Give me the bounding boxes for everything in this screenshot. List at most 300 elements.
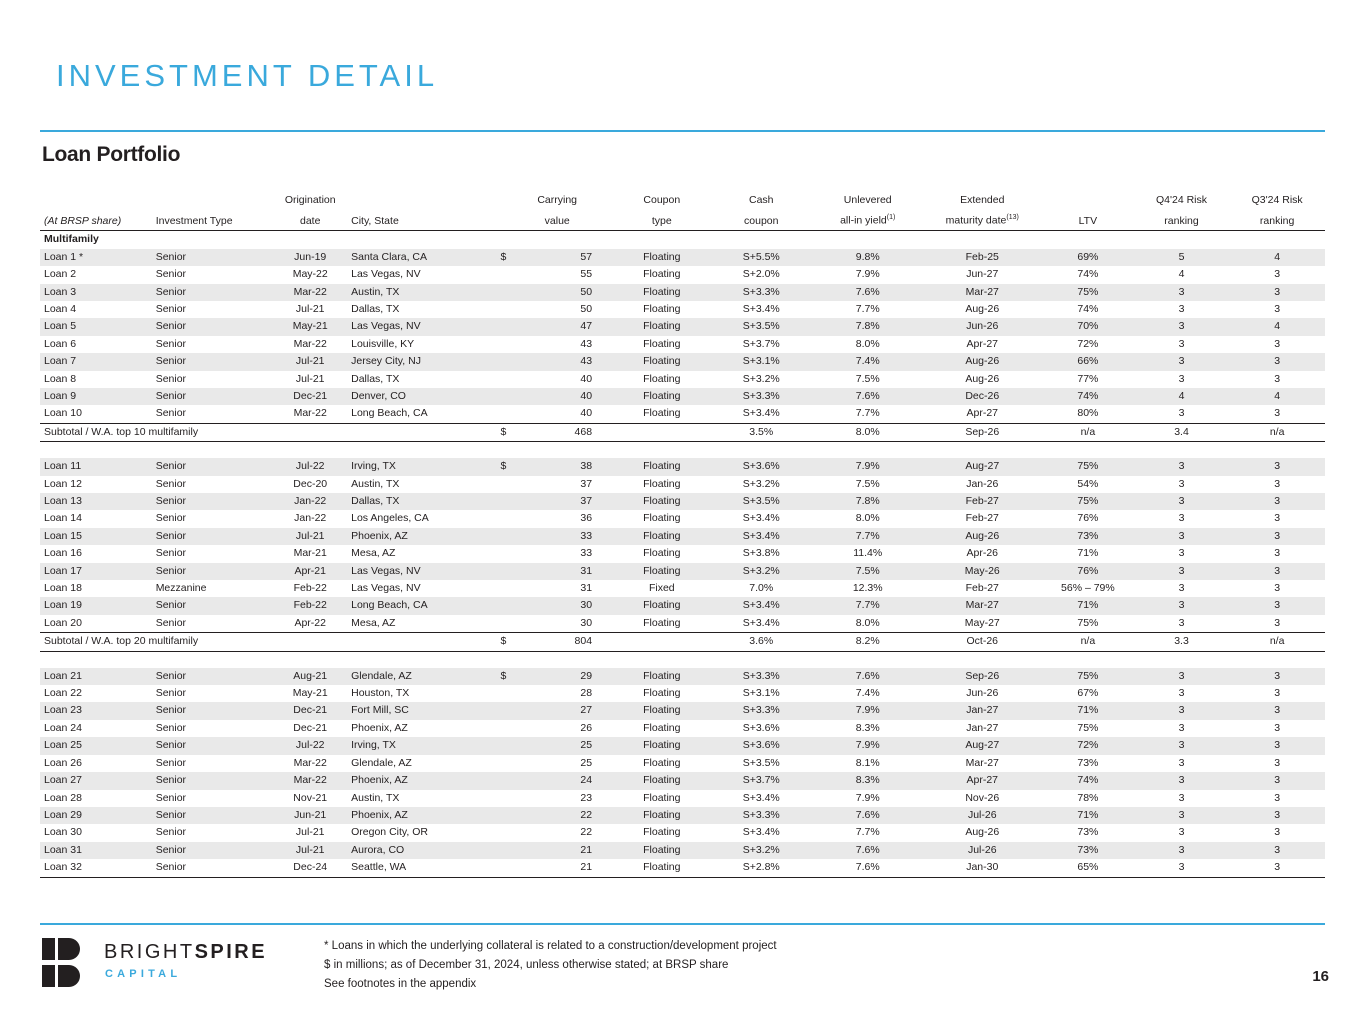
- cell-coupon-type: Floating: [614, 284, 709, 301]
- table-row: [40, 405, 1325, 423]
- table-row: [40, 301, 1325, 318]
- cell-cash-coupon: S+2.0%: [742, 268, 780, 281]
- header-blank-6: [500, 209, 522, 230]
- cell-ltv: 66%: [1042, 353, 1134, 370]
- cell-cash-coupon: S+3.2%: [742, 372, 780, 385]
- cell-q3-risk: 4: [1229, 388, 1325, 405]
- footnote-2: $ in millions; as of December 31, 2024, unless otherwise stated; at BRSP share: [324, 959, 729, 971]
- cell-unlevered-yield: 7.5%: [855, 372, 880, 385]
- cell-coupon-type: Floating: [643, 616, 681, 629]
- cell-unlevered-yield: 7.9%: [855, 268, 880, 281]
- cell-q4-risk: 4: [1178, 268, 1185, 281]
- header-all-in-yield: [813, 209, 923, 230]
- cell-investment-type: Mezzanine: [155, 582, 207, 595]
- cell-q3-risk: 4: [1229, 249, 1325, 266]
- table-row: [40, 336, 1325, 353]
- cell-unlevered-yield: 8.0%: [855, 512, 880, 525]
- cell-extended-maturity: Sep-26: [922, 668, 1042, 685]
- cell-currency: [500, 353, 522, 370]
- table-row: [40, 545, 1325, 562]
- cell-origination-date: Nov-21: [293, 791, 328, 804]
- page-number: 16: [1312, 968, 1329, 985]
- cell-currency: [500, 301, 522, 318]
- cell-q3-risk: 3: [1229, 737, 1325, 754]
- table-row: [40, 388, 1325, 405]
- cell-carrying-value: 47: [522, 318, 614, 335]
- cell-unlevered-yield: 7.7%: [813, 528, 923, 545]
- header-q4-risk: Q4'24 Risk: [1155, 194, 1208, 206]
- cell-subtotal-currency: $: [500, 423, 522, 441]
- cell-q4-risk: 3: [1178, 477, 1185, 490]
- cell-loan-name: Loan 7: [40, 353, 156, 370]
- cell-unlevered-yield: 8.3%: [855, 721, 880, 734]
- cell-coupon-type: Floating: [643, 372, 681, 385]
- cell-currency: [500, 807, 522, 824]
- cell-q4-risk: 3: [1178, 721, 1185, 734]
- cell-ltv: 78%: [1077, 791, 1099, 804]
- cell-subtotal-q3: n/a: [1229, 633, 1325, 651]
- cell-q4-risk: 3: [1134, 859, 1230, 877]
- cell-coupon-type: Floating: [643, 512, 681, 525]
- cell-unlevered-yield: 7.9%: [813, 737, 923, 754]
- table-row: [40, 371, 1325, 388]
- cell-q4-risk: 3: [1178, 756, 1185, 769]
- cell-origination-date: Jan-22: [294, 512, 327, 525]
- cell-extended-maturity: Aug-27: [922, 458, 1042, 475]
- header-divider: [40, 130, 1325, 132]
- spacer-cell: [40, 651, 1325, 668]
- cell-loan-name: Loan 14: [44, 512, 82, 525]
- cell-extended-maturity: Apr-27: [966, 337, 999, 350]
- cell-coupon-type: Floating: [643, 687, 681, 700]
- header-date: date: [275, 209, 345, 230]
- cell-cash-coupon: S+3.4%: [742, 616, 780, 629]
- cell-q3-risk: 3: [1274, 582, 1281, 595]
- cell-unlevered-yield: 7.9%: [855, 791, 880, 804]
- cell-q4-risk: 3: [1134, 702, 1230, 719]
- cell-investment-type: Senior: [155, 756, 187, 769]
- cell-extended-maturity: May-26: [922, 563, 1042, 580]
- cell-unlevered-yield: 8.0%: [855, 337, 880, 350]
- cell-currency: [500, 859, 522, 877]
- cell-investment-type: Senior: [155, 268, 187, 281]
- cell-origination-date: Dec-21: [275, 388, 345, 405]
- table-row: [40, 510, 1325, 527]
- cell-loan-name: Loan 20: [44, 616, 82, 629]
- cell-coupon-type: Floating: [614, 353, 709, 370]
- cell-loan-name: Loan 19: [40, 597, 156, 614]
- table-group-row: [40, 231, 1325, 249]
- cell-ltv: 80%: [1077, 407, 1099, 420]
- cell-unlevered-yield: 7.8%: [813, 318, 923, 335]
- cell-currency: [500, 318, 522, 335]
- cell-extended-maturity: Jan-30: [922, 859, 1042, 877]
- cell-origination-date: Mar-22: [275, 772, 345, 789]
- cell-q4-risk: 3: [1134, 284, 1230, 301]
- cell-extended-maturity: Nov-26: [965, 791, 1000, 804]
- cell-currency: [500, 528, 522, 545]
- cell-city-state: Glendale, AZ: [345, 668, 500, 685]
- cell-carrying-value: 30: [522, 597, 614, 614]
- cell-ltv: 71%: [1077, 547, 1099, 560]
- cell-unlevered-yield: 7.6%: [813, 388, 923, 405]
- table-row: [40, 615, 1325, 633]
- cell-q3-risk: 3: [1229, 807, 1325, 824]
- cell-carrying-value: 50: [580, 302, 593, 315]
- cell-cash-coupon: S+3.8%: [742, 547, 780, 560]
- cell-investment-type: Senior: [155, 407, 187, 420]
- cell-extended-maturity: Aug-26: [922, 528, 1042, 545]
- cell-ltv: 72%: [1042, 737, 1134, 754]
- table-row: [40, 859, 1325, 877]
- cell-unlevered-yield: 7.6%: [813, 859, 923, 877]
- cell-cash-coupon: S+3.7%: [742, 337, 780, 350]
- cell-q3-risk: 3: [1229, 772, 1325, 789]
- cell-carrying-value: 23: [580, 791, 593, 804]
- cell-subtotal-cash-coupon: 3.5%: [710, 423, 813, 441]
- cell-origination-date: Mar-22: [293, 337, 327, 350]
- cell-carrying-value: 55: [580, 268, 593, 281]
- cell-investment-type: Senior: [156, 458, 276, 475]
- cell-extended-maturity: Aug-26: [965, 826, 1000, 839]
- table-row: [40, 737, 1325, 754]
- table-header-bottom: [40, 209, 1325, 230]
- cell-origination-date: Dec-21: [293, 721, 328, 734]
- cell-carrying-value: 21: [522, 859, 614, 877]
- cell-ltv: 74%: [1042, 388, 1134, 405]
- cell-loan-name: Loan 5: [40, 318, 156, 335]
- logo-mark-icon: [42, 938, 94, 988]
- cell-unlevered-yield: 7.9%: [813, 702, 923, 719]
- section-subtitle: Loan Portfolio: [42, 143, 181, 166]
- table-row: [40, 772, 1325, 789]
- cell-currency: [500, 580, 522, 597]
- cell-origination-date: Feb-22: [293, 582, 327, 595]
- cell-city-state: Houston, TX: [351, 687, 410, 700]
- cell-origination-date: Jan-22: [275, 493, 345, 510]
- cell-coupon-type: Floating: [614, 597, 709, 614]
- cell-cash-coupon: S+3.4%: [742, 826, 780, 839]
- header-coupon-cash: coupon: [710, 209, 813, 230]
- cell-city-state: Austin, TX: [351, 477, 400, 490]
- cell-cash-coupon: S+3.5%: [710, 318, 813, 335]
- cell-ltv: 74%: [1077, 302, 1099, 315]
- cell-q4-risk: 3: [1134, 597, 1230, 614]
- cell-ltv: 74%: [1042, 772, 1134, 789]
- header-origination: Origination: [284, 194, 336, 206]
- header-ltv: LTV: [1042, 209, 1134, 230]
- cell-cash-coupon: S+3.4%: [742, 791, 780, 804]
- table-row: [40, 476, 1325, 493]
- cell-cash-coupon: S+3.3%: [710, 284, 813, 301]
- cell-ltv: 69%: [1042, 249, 1134, 266]
- header-blank-5: [1042, 192, 1134, 209]
- cell-origination-date: May-21: [275, 318, 345, 335]
- cell-q4-risk: 3: [1134, 493, 1230, 510]
- cell-city-state: Las Vegas, NV: [351, 582, 421, 595]
- cell-q4-risk: 3: [1134, 528, 1230, 545]
- cell-q3-risk: 3: [1274, 372, 1281, 385]
- cell-unlevered-yield: 7.6%: [813, 284, 923, 301]
- cell-ltv: 73%: [1077, 826, 1099, 839]
- table-row: [40, 668, 1325, 685]
- cell-cash-coupon: S+3.3%: [710, 702, 813, 719]
- cell-origination-date: Aug-21: [275, 668, 345, 685]
- cell-city-state: Irving, TX: [345, 737, 500, 754]
- cell-subtotal-maturity: Oct-26: [922, 633, 1042, 651]
- cell-city-state: Austin, TX: [351, 791, 400, 804]
- cell-q3-risk: 3: [1274, 302, 1281, 315]
- cell-q4-risk: 3: [1178, 826, 1185, 839]
- cell-origination-date: Mar-21: [293, 547, 327, 560]
- cell-extended-maturity: Mar-27: [922, 284, 1042, 301]
- cell-subtotal-yield: 8.0%: [813, 423, 923, 441]
- header-at-share: (At BRSP share): [40, 209, 156, 230]
- cell-origination-date: Jun-21: [275, 807, 345, 824]
- cell-origination-date: Jul-21: [295, 372, 325, 385]
- cell-coupon-type: Floating: [614, 772, 709, 789]
- cell-subtotal-ltv: n/a: [1042, 423, 1134, 441]
- cell-city-state: Dallas, TX: [351, 372, 400, 385]
- cell-investment-type: Senior: [156, 318, 276, 335]
- cell-investment-type: Senior: [155, 477, 187, 490]
- cell-carrying-value: 40: [522, 388, 614, 405]
- cell-ltv: 73%: [1042, 528, 1134, 545]
- header-extended: Extended: [960, 194, 1005, 206]
- cell-ltv: 75%: [1042, 284, 1134, 301]
- cell-origination-date: May-22: [292, 268, 328, 281]
- cell-currency: [500, 597, 522, 614]
- cell-subtotal-coupon-type: [614, 633, 709, 651]
- cell-subtotal-yield: 8.2%: [813, 633, 923, 651]
- cell-loan-name: Loan 8: [44, 372, 77, 385]
- cell-q3-risk: 4: [1229, 318, 1325, 335]
- cell-q4-risk: 3: [1134, 772, 1230, 789]
- table-row: [40, 458, 1325, 475]
- cell-city-state: Phoenix, AZ: [345, 772, 500, 789]
- cell-q3-risk: 3: [1274, 268, 1281, 281]
- table-row: [40, 755, 1325, 772]
- cell-carrying-value: 50: [522, 284, 614, 301]
- cell-currency: [500, 284, 522, 301]
- cell-coupon-type: Floating: [643, 547, 681, 560]
- cell-extended-maturity: Mar-27: [922, 597, 1042, 614]
- cell-currency: [500, 755, 522, 772]
- cell-cash-coupon: S+3.3%: [710, 388, 813, 405]
- cell-ltv: 65%: [1042, 859, 1134, 877]
- cell-unlevered-yield: 11.4%: [853, 547, 883, 560]
- cell-investment-type: Senior: [156, 284, 276, 301]
- cell-loan-name: Loan 22: [44, 687, 82, 700]
- cell-ltv: 54%: [1077, 477, 1099, 490]
- cell-city-state: Louisville, KY: [351, 337, 415, 350]
- cell-coupon-type: Floating: [614, 388, 709, 405]
- cell-ltv: 75%: [1042, 668, 1134, 685]
- cell-cash-coupon: 7.0%: [749, 582, 774, 595]
- cell-q3-risk: 3: [1229, 702, 1325, 719]
- cell-loan-name: Loan 2: [44, 268, 77, 281]
- cell-q4-risk: 3: [1178, 372, 1185, 385]
- table-header-top: [40, 192, 1325, 209]
- cell-cash-coupon: S+3.6%: [710, 458, 813, 475]
- cell-unlevered-yield: 7.6%: [813, 807, 923, 824]
- cell-q3-risk: 3: [1274, 687, 1281, 700]
- cell-q4-risk: 3: [1178, 616, 1185, 629]
- cell-currency: $: [500, 458, 522, 475]
- cell-ltv: 71%: [1042, 597, 1134, 614]
- cell-ltv: 73%: [1042, 842, 1134, 859]
- cell-coupon-type: Floating: [643, 721, 681, 734]
- cell-investment-type: Senior: [155, 616, 187, 629]
- cell-q4-risk: 3: [1178, 791, 1185, 804]
- cell-investment-type: Senior: [155, 547, 187, 560]
- cell-origination-date: Jul-22: [275, 458, 345, 475]
- cell-ltv: 76%: [1077, 512, 1099, 525]
- table-row: [40, 318, 1325, 335]
- cell-q4-risk: 3: [1178, 512, 1185, 525]
- cell-cash-coupon: S+5.5%: [710, 249, 813, 266]
- cell-investment-type: Senior: [156, 842, 276, 859]
- cell-unlevered-yield: 7.7%: [855, 826, 880, 839]
- cell-q3-risk: 3: [1229, 284, 1325, 301]
- footnotes: [324, 937, 777, 994]
- cell-q3-risk: 3: [1274, 407, 1281, 420]
- cell-q3-risk: 3: [1229, 597, 1325, 614]
- table-row: [40, 563, 1325, 580]
- cell-coupon-type: Floating: [643, 268, 681, 281]
- cell-q3-risk: 3: [1274, 512, 1281, 525]
- cell-currency: [500, 824, 522, 841]
- cell-loan-name: Loan 13: [40, 493, 156, 510]
- cell-cash-coupon: S+3.2%: [742, 477, 780, 490]
- cell-cash-coupon: S+3.4%: [710, 528, 813, 545]
- table-row: [40, 580, 1325, 597]
- header-blank-3: [345, 192, 500, 209]
- cell-carrying-value: 40: [580, 372, 593, 385]
- cell-subtotal-currency: $: [500, 633, 522, 651]
- table-row: [40, 824, 1325, 841]
- cell-ltv: 75%: [1042, 458, 1134, 475]
- cell-unlevered-yield: 7.7%: [855, 407, 880, 420]
- header-value: value: [522, 209, 614, 230]
- cell-carrying-value: 31: [522, 563, 614, 580]
- cell-city-state: Phoenix, AZ: [345, 528, 500, 545]
- cell-unlevered-yield: 7.7%: [813, 597, 923, 614]
- cell-carrying-value: 21: [522, 842, 614, 859]
- page-title: INVESTMENT DETAIL: [56, 58, 439, 93]
- cell-loan-name: Loan 32: [40, 859, 156, 877]
- cell-extended-maturity: Jun-26: [966, 687, 999, 700]
- cell-subtotal-value: 804: [522, 633, 614, 651]
- cell-cash-coupon: S+3.2%: [710, 563, 813, 580]
- cell-ltv: 76%: [1042, 563, 1134, 580]
- logo-capital: CAPITAL: [105, 968, 182, 980]
- cell-city-state: Dallas, TX: [351, 302, 400, 315]
- cell-city-state: Mesa, AZ: [351, 547, 396, 560]
- cell-coupon-type: Floating: [643, 791, 681, 804]
- cell-coupon-type: Floating: [643, 826, 681, 839]
- cell-investment-type: Senior: [156, 807, 276, 824]
- cell-extended-maturity: Dec-26: [922, 388, 1042, 405]
- cell-extended-maturity: Feb-25: [922, 249, 1042, 266]
- cell-origination-date: Apr-21: [275, 563, 345, 580]
- table-subtotal-row: [40, 633, 1325, 651]
- cell-carrying-value: 26: [580, 721, 593, 734]
- cell-carrying-value: 24: [522, 772, 614, 789]
- cell-cash-coupon: S+3.4%: [742, 512, 780, 525]
- cell-ltv: 73%: [1077, 756, 1099, 769]
- cell-loan-name: Loan 9: [40, 388, 156, 405]
- cell-currency: [500, 405, 522, 423]
- cell-unlevered-yield: 7.6%: [813, 668, 923, 685]
- cell-cash-coupon: S+3.3%: [710, 807, 813, 824]
- cell-cash-coupon: S+3.4%: [742, 302, 780, 315]
- cell-investment-type: Senior: [156, 737, 276, 754]
- cell-currency: [500, 702, 522, 719]
- cell-carrying-value: 33: [580, 547, 593, 560]
- cell-carrying-value: 37: [522, 493, 614, 510]
- cell-q3-risk: 3: [1274, 756, 1281, 769]
- cell-extended-maturity: Feb-27: [965, 582, 999, 595]
- cell-subtotal-label: Subtotal / W.A. top 20 multifamily: [40, 633, 500, 651]
- cell-investment-type: Senior: [155, 302, 187, 315]
- cell-city-state: Mesa, AZ: [351, 616, 396, 629]
- cell-loan-name: Loan 23: [40, 702, 156, 719]
- cell-investment-type: Senior: [156, 597, 276, 614]
- cell-loan-name: Loan 10: [44, 407, 82, 420]
- header-all-in-yield-text: all-in yield: [840, 214, 887, 227]
- cell-city-state: Las Vegas, NV: [345, 318, 500, 335]
- cell-q3-risk: 3: [1229, 563, 1325, 580]
- cell-origination-date: Jul-21: [275, 528, 345, 545]
- cell-extended-maturity: Jun-27: [966, 268, 999, 281]
- cell-carrying-value: 28: [580, 687, 593, 700]
- cell-cash-coupon: S+3.4%: [742, 407, 780, 420]
- cell-investment-type: Senior: [156, 668, 276, 685]
- cell-currency: [500, 563, 522, 580]
- cell-investment-type: Senior: [156, 859, 276, 877]
- cell-loan-name: Loan 25: [40, 737, 156, 754]
- cell-currency: [500, 545, 522, 562]
- cell-loan-name: Loan 30: [44, 826, 82, 839]
- footnote-1: * Loans in which the underlying collateral is related to a construction/development project: [324, 940, 777, 952]
- cell-group-label: Multifamily: [40, 231, 1325, 249]
- cell-q3-risk: 3: [1229, 668, 1325, 685]
- table-row: [40, 842, 1325, 859]
- cell-cash-coupon: S+3.5%: [742, 756, 780, 769]
- cell-extended-maturity: Jul-26: [922, 842, 1042, 859]
- loan-portfolio-table: [40, 192, 1325, 878]
- cell-city-state: Phoenix, AZ: [351, 721, 408, 734]
- cell-carrying-value: 31: [580, 582, 593, 595]
- cell-q3-risk: 3: [1274, 721, 1281, 734]
- table-row: [40, 353, 1325, 370]
- cell-coupon-type: Floating: [614, 842, 709, 859]
- cell-ltv: 67%: [1077, 687, 1099, 700]
- header-maturity-date: [922, 209, 1042, 230]
- cell-origination-date: Apr-22: [294, 616, 326, 629]
- cell-origination-date: Mar-22: [275, 284, 345, 301]
- cell-q3-risk: 3: [1229, 528, 1325, 545]
- cell-extended-maturity: May-27: [964, 616, 1000, 629]
- header-q3-risk: Q3'24 Risk: [1251, 194, 1303, 206]
- cell-q4-risk: 3: [1134, 318, 1230, 335]
- cell-currency: [500, 737, 522, 754]
- cell-carrying-value: 22: [522, 807, 614, 824]
- cell-ltv: 72%: [1077, 337, 1099, 350]
- cell-cash-coupon: S+3.7%: [710, 772, 813, 789]
- table-row: [40, 720, 1325, 737]
